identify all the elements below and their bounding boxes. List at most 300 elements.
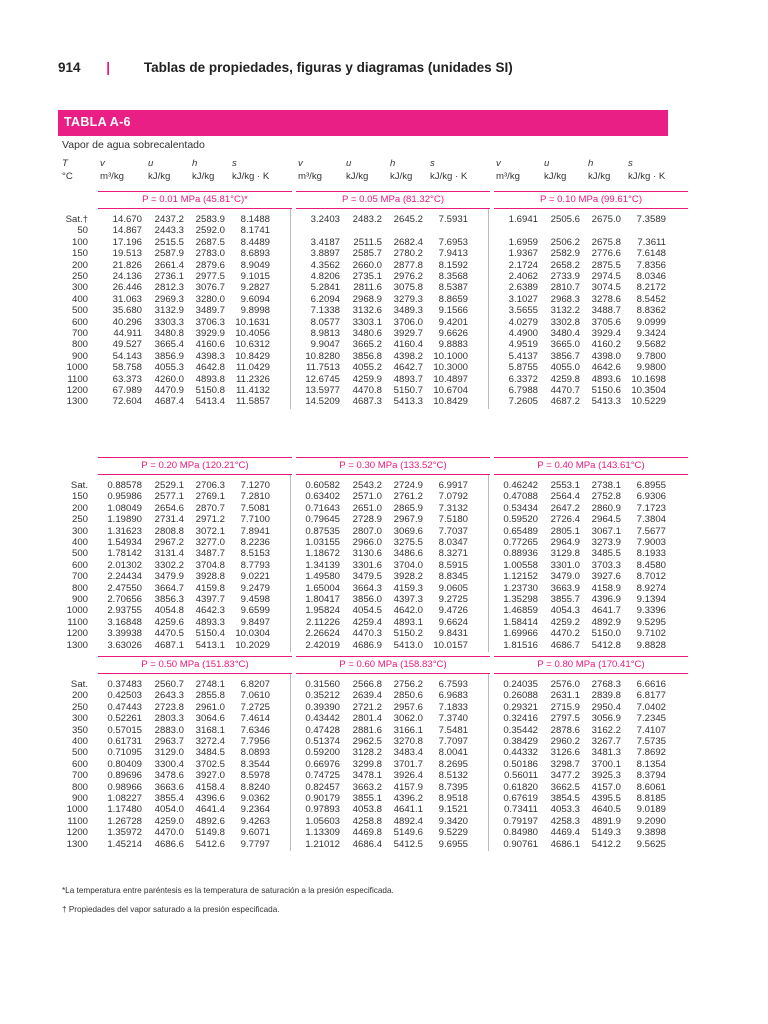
s-cell: 8.0041 <box>438 747 468 759</box>
u-cell: 4259.9 <box>352 373 382 385</box>
u-cell: 3480.8 <box>154 328 184 339</box>
h-cell: 5412.6 <box>195 838 225 850</box>
s-cell: 8.8362 <box>636 305 666 317</box>
u-cell: 3480.6 <box>352 328 382 339</box>
u-cell: 2731.4 <box>154 514 184 526</box>
s-cell: 9.2090 <box>636 815 666 827</box>
h-cell: 3481.3 <box>591 747 621 759</box>
s-cell: 10.0304 <box>235 628 270 640</box>
u-cell: 2651.0 <box>352 502 382 514</box>
h-cell: 4892.6 <box>195 815 225 827</box>
temperature-cell: 150 <box>71 248 88 260</box>
table-row <box>58 294 668 305</box>
temperature-cell: 100 <box>71 236 88 248</box>
h-cell: 4395.5 <box>591 793 621 804</box>
s-cell: 9.3396 <box>636 605 666 617</box>
h-cell: 4641.1 <box>393 804 423 816</box>
s-cell: 10.1000 <box>433 350 468 362</box>
h-cell: 2870.7 <box>195 502 225 514</box>
v-cell: 26.446 <box>112 282 142 294</box>
s-cell: 9.4726 <box>438 605 468 617</box>
s-cell: 9.0189 <box>636 804 666 816</box>
v-cell: 0.51374 <box>305 736 340 747</box>
table-row <box>58 816 668 827</box>
s-cell: 9.7797 <box>240 838 270 850</box>
s-cell: 8.5915 <box>438 559 468 571</box>
u-cell: 2733.9 <box>550 271 580 282</box>
temperature-cell: 1200 <box>66 385 88 396</box>
table-row <box>58 725 668 736</box>
v-cell: 1.05603 <box>305 815 340 827</box>
u-cell: 3128.2 <box>352 747 382 759</box>
v-cell: 0.71643 <box>305 502 340 514</box>
h-cell: 2645.2 <box>393 214 423 225</box>
v-cell: 1.19890 <box>107 514 142 526</box>
h-cell: 4396.6 <box>195 793 225 804</box>
u-cell: 2883.0 <box>154 724 184 736</box>
table-row <box>58 713 668 724</box>
u-cell: 3664.3 <box>352 582 382 594</box>
h-cell: 2950.4 <box>591 701 621 713</box>
v-cell: 1.18672 <box>305 548 340 560</box>
v-cell: 4.3562 <box>310 259 340 271</box>
s-cell: 9.5229 <box>438 827 468 839</box>
s-cell: 7.4107 <box>636 724 666 736</box>
table-row <box>58 782 668 793</box>
h-cell: 4893.1 <box>393 616 423 628</box>
s-cell: 6.8955 <box>636 480 666 491</box>
table-row <box>58 385 668 396</box>
s-cell: 7.3740 <box>438 713 468 725</box>
h-cell: 4892.9 <box>591 616 621 628</box>
h-cell: 4397.3 <box>393 594 423 605</box>
s-cell: 9.8883 <box>438 339 468 351</box>
header-separator: | <box>106 60 111 75</box>
h-cell: 2877.8 <box>393 259 423 271</box>
v-cell: 1.17480 <box>107 804 142 816</box>
u-cell: 4258.8 <box>352 815 382 827</box>
u-cell: 2506.2 <box>550 236 580 248</box>
u-cell: 2587.9 <box>154 248 184 260</box>
h-cell: 4893.8 <box>195 373 225 385</box>
u-cell: 3856.9 <box>154 350 184 362</box>
table-row <box>58 225 668 236</box>
h-cell: 3926.4 <box>393 770 423 782</box>
h-cell: 2977.5 <box>195 271 225 282</box>
u-cell: 3479.9 <box>154 571 184 583</box>
v-cell: 3.1027 <box>508 293 538 305</box>
s-cell: 7.8356 <box>636 259 666 271</box>
v-cell: 0.84980 <box>503 827 538 839</box>
h-cell: 5413.3 <box>393 396 423 408</box>
s-cell: 6.9917 <box>438 480 468 491</box>
v-cell: 4.0279 <box>508 316 538 328</box>
v-cell: 7.1338 <box>310 305 340 317</box>
s-cell: 6.8177 <box>636 690 666 702</box>
s-cell: 10.2029 <box>235 639 270 651</box>
u-cell: 2962.5 <box>352 736 382 747</box>
h-cell: 5150.8 <box>195 385 225 396</box>
h-cell: 4640.5 <box>591 804 621 816</box>
col-symbol-v-2: v <box>496 158 501 169</box>
u-cell: 2963.7 <box>154 736 184 747</box>
col-unit-u-2: kJ/kg <box>544 171 567 182</box>
col-unit-v-0: m³/kg <box>100 171 124 182</box>
u-cell: 4686.1 <box>550 838 580 850</box>
s-cell: 7.7037 <box>438 525 468 537</box>
h-cell: 3280.0 <box>195 293 225 305</box>
u-cell: 3129.8 <box>550 548 580 560</box>
h-cell: 2875.5 <box>591 259 621 271</box>
s-cell: 9.8828 <box>636 639 666 651</box>
h-cell: 3489.7 <box>195 305 225 317</box>
s-cell: 9.0221 <box>240 571 270 583</box>
v-cell: 0.50186 <box>503 758 538 770</box>
s-cell: 10.8429 <box>433 396 468 408</box>
u-cell: 3302.8 <box>550 316 580 328</box>
h-cell: 3704.0 <box>393 559 423 571</box>
u-cell: 2810.7 <box>550 282 580 294</box>
h-cell: 4397.7 <box>195 594 225 605</box>
u-cell: 4469.4 <box>550 827 580 839</box>
v-cell: 1.49580 <box>305 571 340 583</box>
u-cell: 2812.3 <box>154 282 184 294</box>
u-cell: 4687.4 <box>154 396 184 408</box>
u-cell: 2811.6 <box>353 282 382 294</box>
h-cell: 5150.7 <box>393 385 423 396</box>
u-cell: 2582.9 <box>550 248 580 260</box>
s-cell: 8.5387 <box>438 282 468 294</box>
s-cell: 9.5295 <box>636 616 666 628</box>
v-cell: 1.35972 <box>107 827 142 839</box>
pressure-heading: P = 0.05 MPa (81.32°C) <box>296 191 490 209</box>
h-cell: 2855.8 <box>195 690 225 702</box>
v-cell: 0.65489 <box>503 525 538 537</box>
s-cell: 7.6346 <box>240 724 270 736</box>
s-cell: 8.1488 <box>240 214 270 225</box>
temperature-cell: 400 <box>71 736 88 747</box>
s-cell: 6.9306 <box>636 491 666 503</box>
s-cell: 11.4132 <box>236 385 270 396</box>
u-cell: 2571.0 <box>352 491 382 503</box>
u-cell: 2735.1 <box>352 271 382 282</box>
u-cell: 3856.8 <box>352 350 382 362</box>
s-cell: 8.6061 <box>636 781 666 793</box>
h-cell: 3062.0 <box>393 713 423 725</box>
v-cell: 0.26088 <box>503 690 538 702</box>
v-cell: 2.70656 <box>107 594 142 605</box>
table-row <box>58 282 668 293</box>
v-cell: 14.5209 <box>305 396 340 408</box>
v-cell: 24.136 <box>112 271 142 282</box>
s-cell: 9.2479 <box>240 582 270 594</box>
v-cell: 0.73411 <box>504 804 538 816</box>
s-cell: 11.5857 <box>236 396 270 408</box>
temperature-cell: 1000 <box>66 605 88 617</box>
table-row <box>58 827 668 838</box>
s-cell: 9.8497 <box>240 616 270 628</box>
s-cell: 8.5153 <box>240 548 270 560</box>
col-symbol-s-2: s <box>628 158 633 169</box>
v-cell: 8.9813 <box>310 328 340 339</box>
page-number: 914 <box>58 60 81 75</box>
v-cell: 1.65004 <box>305 582 340 594</box>
s-cell: 7.5735 <box>636 736 666 747</box>
h-cell: 5412.5 <box>393 838 423 850</box>
v-cell: 2.01302 <box>107 559 142 571</box>
temperature-cell: 600 <box>71 559 88 571</box>
temperature-cell: 1300 <box>66 639 88 651</box>
s-cell: 8.8659 <box>438 293 468 305</box>
s-cell: 7.7100 <box>240 514 270 526</box>
s-cell: 6.7593 <box>438 679 468 690</box>
h-cell: 2768.3 <box>591 679 621 690</box>
v-cell: 17.196 <box>112 236 142 248</box>
s-cell: 7.5481 <box>438 724 468 736</box>
table-row <box>58 526 668 537</box>
v-cell: 0.61731 <box>107 736 142 747</box>
u-cell: 3664.7 <box>154 582 184 594</box>
u-cell: 4470.7 <box>550 385 580 396</box>
v-cell: 0.61820 <box>503 781 538 793</box>
u-cell: 3478.1 <box>352 770 382 782</box>
u-cell: 4258.3 <box>550 815 580 827</box>
u-cell: 3856.0 <box>352 594 382 605</box>
table-row <box>58 839 668 850</box>
table-subtitle: Vapor de agua sobrecalentado <box>62 139 205 151</box>
s-cell: 8.5132 <box>438 770 468 782</box>
u-cell: 4054.3 <box>550 605 580 617</box>
s-cell: 8.0347 <box>438 537 468 548</box>
u-cell: 4054.5 <box>352 605 382 617</box>
s-cell: 7.2345 <box>636 713 666 725</box>
pressure-block-1 <box>58 457 668 655</box>
v-cell: 0.80409 <box>107 758 142 770</box>
v-cell: 3.5655 <box>508 305 538 317</box>
v-cell: 0.37483 <box>107 679 142 690</box>
temperature-cell: 1100 <box>67 815 88 827</box>
s-cell: 7.5180 <box>438 514 468 526</box>
temperature-cell: 500 <box>71 747 88 759</box>
s-cell: 7.8692 <box>636 747 666 759</box>
u-cell: 4470.2 <box>550 628 580 640</box>
v-cell: 2.11226 <box>306 616 340 628</box>
h-cell: 2961.0 <box>195 701 225 713</box>
temperature-cell: 1100 <box>67 616 88 628</box>
temperature-cell: 1300 <box>66 396 88 408</box>
u-cell: 2643.3 <box>154 690 184 702</box>
u-cell: 2660.0 <box>352 259 382 271</box>
table-label: TABLA A-6 <box>64 115 131 129</box>
u-cell: 2566.8 <box>352 679 382 690</box>
s-cell: 8.3544 <box>240 758 270 770</box>
h-cell: 4398.0 <box>591 350 621 362</box>
s-cell: 7.0792 <box>438 491 468 503</box>
h-cell: 4891.9 <box>591 815 621 827</box>
v-cell: 1.69966 <box>503 628 538 640</box>
h-cell: 3485.5 <box>591 548 621 560</box>
temperature-cell: 300 <box>71 525 88 537</box>
u-cell: 2728.9 <box>352 514 382 526</box>
u-cell: 3130.6 <box>352 548 382 560</box>
table-row <box>58 514 668 525</box>
h-cell: 4892.4 <box>393 815 423 827</box>
s-cell: 6.9683 <box>438 690 468 702</box>
u-cell: 2968.3 <box>550 293 580 305</box>
h-cell: 5412.8 <box>591 639 621 651</box>
u-cell: 4259.4 <box>352 616 382 628</box>
u-cell: 4259.2 <box>550 616 580 628</box>
u-cell: 2964.9 <box>550 537 580 548</box>
v-cell: 2.4062 <box>508 271 538 282</box>
u-cell: 2966.0 <box>352 537 382 548</box>
s-cell: 9.6094 <box>240 293 270 305</box>
v-cell: 1.81516 <box>503 639 538 651</box>
h-cell: 2748.1 <box>195 679 225 690</box>
h-cell: 4641.4 <box>195 804 225 816</box>
table-row <box>58 679 668 690</box>
h-cell: 5413.4 <box>195 396 225 408</box>
h-cell: 2967.9 <box>393 514 423 526</box>
s-cell: 10.6704 <box>433 385 468 396</box>
temperature-cell: 200 <box>71 690 88 702</box>
s-cell: 9.2364 <box>240 804 270 816</box>
v-cell: 0.47428 <box>305 724 340 736</box>
col-unit-u-1: kJ/kg <box>346 171 369 182</box>
s-cell: 8.6893 <box>240 248 270 260</box>
v-cell: 0.87535 <box>305 525 340 537</box>
s-cell: 8.5452 <box>636 293 666 305</box>
page-header <box>58 60 513 80</box>
s-cell: 9.8998 <box>240 305 270 317</box>
u-cell: 2577.1 <box>154 491 184 503</box>
h-cell: 2839.8 <box>591 690 621 702</box>
u-cell: 3299.8 <box>352 758 382 770</box>
table-row <box>58 605 668 616</box>
h-cell: 5150.4 <box>195 628 225 640</box>
temperature-cell: 800 <box>71 339 88 351</box>
v-cell: 4.9519 <box>508 339 538 351</box>
s-cell: 9.5625 <box>636 838 666 850</box>
u-cell: 4259.8 <box>550 373 580 385</box>
temperature-cell: Sat. <box>70 679 88 690</box>
s-cell: 9.7800 <box>636 350 666 362</box>
u-cell: 2968.9 <box>352 293 382 305</box>
v-cell: 67.989 <box>112 385 142 396</box>
table-row <box>58 640 668 651</box>
u-cell: 2721.2 <box>352 701 382 713</box>
pressure-heading: P = 0.50 MPa (151.83°C) <box>98 656 292 674</box>
column-header <box>58 156 668 186</box>
v-cell: 14.670 <box>112 214 142 225</box>
s-cell: 8.1592 <box>438 259 468 271</box>
temperature-cell: 1000 <box>66 804 88 816</box>
u-cell: 3301.6 <box>352 559 382 571</box>
u-cell: 4259.0 <box>154 815 184 827</box>
s-cell: 8.2172 <box>636 282 666 294</box>
s-cell: 7.5081 <box>240 502 270 514</box>
s-cell: 9.2827 <box>240 282 270 294</box>
s-cell: 9.1394 <box>636 594 666 605</box>
h-cell: 3267.7 <box>591 736 621 747</box>
h-cell: 2675.0 <box>591 214 621 225</box>
col-unit-u-0: kJ/kg <box>148 171 171 182</box>
h-cell: 3928.2 <box>393 571 423 583</box>
s-cell: 8.9049 <box>240 259 270 271</box>
temperature-cell: 600 <box>71 316 88 328</box>
col-symbol-T: T <box>62 158 68 169</box>
temperature-cell: 250 <box>71 271 88 282</box>
u-cell: 4053.8 <box>352 804 382 816</box>
v-cell: 1.54934 <box>107 537 142 548</box>
temperature-cell: 700 <box>71 571 88 583</box>
temperature-cell: 50 <box>77 225 88 237</box>
v-cell: 1.13309 <box>305 827 340 839</box>
u-cell: 3856.3 <box>154 594 184 605</box>
h-cell: 3270.8 <box>393 736 423 747</box>
v-cell: 1.12152 <box>503 571 538 583</box>
h-cell: 2583.9 <box>195 214 225 225</box>
v-cell: 0.44332 <box>503 747 538 759</box>
s-cell: 8.1354 <box>636 758 666 770</box>
v-cell: 54.143 <box>112 350 142 362</box>
u-cell: 2878.6 <box>550 724 580 736</box>
s-cell: 9.6626 <box>438 328 468 339</box>
s-cell: 9.8431 <box>438 628 468 640</box>
h-cell: 3484.5 <box>195 747 225 759</box>
u-cell: 3477.2 <box>550 770 580 782</box>
u-cell: 2960.2 <box>550 736 580 747</box>
u-cell: 3855.7 <box>550 594 580 605</box>
v-cell: 2.42019 <box>305 639 340 651</box>
v-cell: 44.911 <box>113 328 142 339</box>
u-cell: 3856.7 <box>550 350 580 362</box>
v-cell: 0.47088 <box>503 491 538 503</box>
u-cell: 2576.0 <box>550 679 580 690</box>
temperature-cell: 900 <box>71 350 88 362</box>
s-cell: 8.8185 <box>636 793 666 804</box>
h-cell: 4160.6 <box>195 339 225 351</box>
s-cell: 6.6616 <box>636 679 666 690</box>
table-row <box>58 747 668 758</box>
u-cell: 2723.8 <box>154 701 184 713</box>
u-cell: 2736.1 <box>154 271 184 282</box>
u-cell: 2529.1 <box>154 480 184 491</box>
u-cell: 2726.4 <box>550 514 580 526</box>
s-cell: 11.0429 <box>236 362 270 374</box>
v-cell: 0.95986 <box>107 491 142 503</box>
h-cell: 5413.3 <box>591 396 621 408</box>
u-cell: 3131.4 <box>154 548 184 560</box>
table-row <box>58 617 668 628</box>
v-cell: 0.29321 <box>503 701 538 713</box>
v-cell: 5.4137 <box>508 350 538 362</box>
v-cell: 72.604 <box>112 396 142 408</box>
h-cell: 4893.3 <box>195 616 225 628</box>
v-cell: 0.63402 <box>305 491 340 503</box>
v-cell: 0.82457 <box>305 781 340 793</box>
footnote-saturated-vapor: † Propiedades del vapor saturado a la presión especificada. <box>62 905 280 914</box>
col-symbol-h-0: h <box>192 158 198 169</box>
u-cell: 2515.5 <box>154 236 184 248</box>
s-cell: 10.5229 <box>631 396 666 408</box>
s-cell: 8.1933 <box>636 548 666 560</box>
col-symbol-h-2: h <box>588 158 594 169</box>
v-cell: 9.9047 <box>310 339 340 351</box>
pressure-heading: P = 0.60 MPa (158.83°C) <box>296 656 490 674</box>
s-cell: 7.3589 <box>636 214 666 225</box>
temperature-cell: 1200 <box>66 628 88 640</box>
